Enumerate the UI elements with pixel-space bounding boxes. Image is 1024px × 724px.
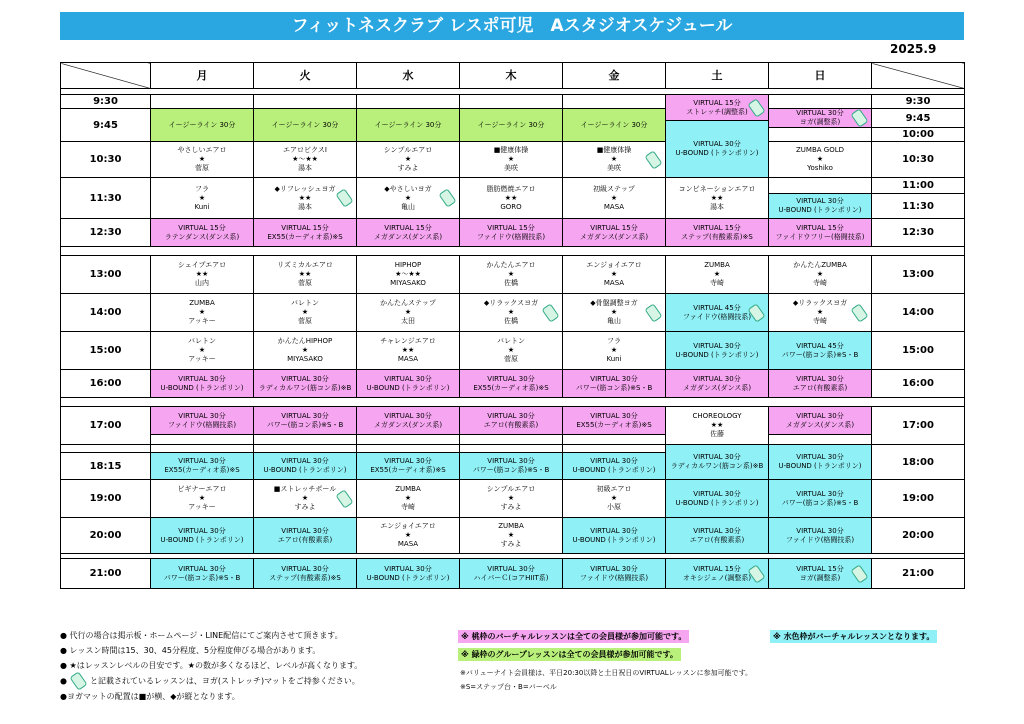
- lesson-cell: チャレンジエアロ ★★ MASA: [357, 332, 460, 370]
- time-label: 13:00: [61, 256, 151, 294]
- lesson-cell: イージーライン 30分: [563, 109, 666, 142]
- lesson-cell: VIRTUAL 30分 ハイパーＣ(コアHIIT系): [460, 559, 563, 589]
- time-label: 14:00: [872, 294, 965, 332]
- time-label: 16:00: [872, 370, 965, 398]
- time-label: 15:00: [61, 332, 151, 370]
- lesson-cell: ■健康体操 ★ 美咲: [563, 142, 666, 178]
- lesson-cell: CHOREOLOGY ★★ 佐藤: [666, 407, 769, 445]
- step-barbell-note: ※S=ステップ台・B=バーベル: [460, 683, 557, 691]
- lesson-cell: VIRTUAL 30分 ラディカルワン(筋コン系)※B: [254, 370, 357, 398]
- lesson-cell: シンプルエアロ ★ すみよ: [357, 142, 460, 178]
- lesson-cell: ZUMBA ★ アッキー: [151, 294, 254, 332]
- lesson-cell: VIRTUAL 30分 パワー(筋コン系)※S・B: [563, 370, 666, 398]
- time-label: 18:00: [872, 445, 965, 480]
- lesson-cell: VIRTUAL 30分 U-BOUND (トランポリン): [357, 370, 460, 398]
- time-label: 11:00: [872, 178, 965, 194]
- pink-note: ※ 桃枠のバーチャルレッスンは全ての会員様が参加可能です。: [458, 630, 689, 643]
- lesson-cell: VIRTUAL 30分 ファイドウ(格闘技系): [151, 407, 254, 435]
- lesson-cell: ◆骨盤調整ヨガ ★ 亀山: [563, 294, 666, 332]
- lesson-cell: エアロビクスI ★～★★ 湯本: [254, 142, 357, 178]
- time-label: 12:30: [872, 219, 965, 247]
- lesson-cell: VIRTUAL 30分 パワー(筋コン系)※S・B: [151, 559, 254, 589]
- cyan-note: ※ 水色枠がバーチャルレッスンとなります。: [770, 630, 937, 643]
- time-label: 11:30: [872, 194, 965, 219]
- lesson-cell: VIRTUAL 30分 U-BOUND (トランポリン): [769, 194, 872, 219]
- lesson-cell: フラ ★ Kuni: [151, 178, 254, 219]
- lesson-cell: リズミカルエアロ ★★ 菅原: [254, 256, 357, 294]
- note-duration: ● レッスン時間は15、30、45分程度、5分程度伸びる場合があります。: [60, 646, 321, 655]
- note-mat-layout: ●ヨガマットの配置は■が横、◆が縦となります。: [60, 692, 240, 701]
- lesson-cell: VIRTUAL 45分 パワー(筋コン系)※S・B: [769, 332, 872, 370]
- time-label: 20:00: [872, 518, 965, 554]
- time-label: 19:00: [872, 480, 965, 518]
- lesson-cell: VIRTUAL 30分 EX55(カーディオ系)※S: [563, 407, 666, 435]
- time-label: 12:30: [61, 219, 151, 247]
- lesson-cell: ZUMBA ★ 寺崎: [666, 256, 769, 294]
- page-title: フィットネスクラブ レスポ可児 Aスタジオスケジュール: [60, 12, 964, 40]
- lesson-cell: 初級エアロ ★ 小原: [563, 480, 666, 518]
- lesson-cell: VIRTUAL 30分 パワー(筋コン系)※S・B: [460, 453, 563, 480]
- lesson-cell: エンジョイエアロ ★ MASA: [357, 518, 460, 554]
- lesson-cell: VIRTUAL 15分 ヨガ(調整系): [769, 559, 872, 589]
- time-label: 21:00: [872, 559, 965, 589]
- note-level: ● ★はレッスンレベルの目安です。★の数が多くなるほど、レベルが高くなります。: [60, 661, 363, 670]
- lesson-cell: VIRTUAL 15分 ファイドウ(格闘技系): [460, 219, 563, 247]
- day-fri: 金: [563, 63, 666, 89]
- lesson-cell: VIRTUAL 30分 U-BOUND (トランポリン): [666, 121, 769, 178]
- lesson-cell: ZUMBA GOLD ★ Yoshiko: [769, 142, 872, 178]
- lesson-cell: VIRTUAL 30分 エアロ(有酸素系): [460, 407, 563, 435]
- lesson-cell: VIRTUAL 30分 U-BOUND (トランポリン): [151, 518, 254, 554]
- day-sat: 土: [666, 63, 769, 89]
- lesson-cell: バレトン ★ 菅原: [460, 332, 563, 370]
- day-sun: 日: [769, 63, 872, 89]
- time-label: 10:30: [61, 142, 151, 178]
- lesson-cell: VIRTUAL 30分 U-BOUND (トランポリン): [563, 453, 666, 480]
- time-label: 11:30: [61, 178, 151, 219]
- lesson-cell: VIRTUAL 30分 パワー(筋コン系)※S・B: [254, 407, 357, 435]
- lesson-cell: かんたんステップ ★ 太田: [357, 294, 460, 332]
- lesson-cell: エンジョイエアロ ★ MASA: [563, 256, 666, 294]
- time-label: 15:00: [872, 332, 965, 370]
- lesson-cell: VIRTUAL 30分 ファイドウ(格闘技系): [769, 518, 872, 554]
- lesson-cell: VIRTUAL 30分 U-BOUND (トランポリン): [563, 518, 666, 554]
- lesson-cell: VIRTUAL 30分 U-BOUND (トランポリン): [151, 370, 254, 398]
- lesson-cell: バレトン ★ 菅原: [254, 294, 357, 332]
- time-label: 19:00: [61, 480, 151, 518]
- corner-cell-right: [872, 63, 965, 89]
- lesson-cell: VIRTUAL 15分 メガダンス(ダンス系): [563, 219, 666, 247]
- lesson-cell: VIRTUAL 30分 パワー(筋コン系)※S・B: [769, 480, 872, 518]
- lesson-cell: フラ ★ Kuni: [563, 332, 666, 370]
- lesson-cell: シンプルエアロ ★ すみよ: [460, 480, 563, 518]
- lesson-cell: バレトン ★ アッキー: [151, 332, 254, 370]
- lesson-cell: イージーライン 30分: [254, 109, 357, 142]
- lesson-cell: VIRTUAL 30分 U-BOUND (トランポリン): [666, 480, 769, 518]
- time-label: 20:00: [61, 518, 151, 554]
- lesson-cell: VIRTUAL 30分 ファイドウ(格闘技系): [563, 559, 666, 589]
- lesson-cell: VIRTUAL 15分 オキシジェノ(調整系): [666, 559, 769, 589]
- time-label: 10:00: [872, 128, 965, 142]
- lesson-cell: VIRTUAL 30分 U-BOUND (トランポリン): [254, 453, 357, 480]
- green-note: ※ 緑枠のグループレッスンは全ての会員様が参加可能です。: [458, 648, 681, 661]
- lesson-cell: VIRTUAL 30分 ステップ(有酸素系)※S: [254, 559, 357, 589]
- time-label: 9:45: [872, 109, 965, 128]
- lesson-cell: ZUMBA ★ 寺崎: [357, 480, 460, 518]
- lesson-cell: コンビネーションエアロ ★★ 湯本: [666, 178, 769, 219]
- lesson-cell: かんたんZUMBA ★ 寺崎: [769, 256, 872, 294]
- notes-list: [60, 628, 460, 704]
- time-label: 17:00: [872, 407, 965, 445]
- lesson-cell: VIRTUAL 30分 メガダンス(ダンス系): [357, 407, 460, 435]
- schedule-table: [60, 62, 965, 589]
- lesson-cell: イージーライン 30分: [151, 109, 254, 142]
- time-label: 9:30: [872, 95, 965, 109]
- lesson-cell: ◆リラックスヨガ ★ 佐橋: [460, 294, 563, 332]
- lesson-cell: VIRTUAL 30分 エアロ(有酸素系): [769, 370, 872, 398]
- lesson-cell: VIRTUAL 15分 メガダンス(ダンス系): [357, 219, 460, 247]
- lesson-cell: VIRTUAL 30分 メガダンス(ダンス系): [666, 370, 769, 398]
- lesson-cell: ◆リフレッシュヨガ ★★ 湯本: [254, 178, 357, 219]
- yoga-mat-icon: [69, 671, 87, 690]
- lesson-cell: イージーライン 30分: [357, 109, 460, 142]
- day-wed: 水: [357, 63, 460, 89]
- time-label: 9:30: [61, 95, 151, 109]
- lesson-cell: VIRTUAL 30分 エアロ(有酸素系): [666, 518, 769, 554]
- lesson-cell: VIRTUAL 30分 EX55(カーディオ系)※S: [151, 453, 254, 480]
- lesson-cell: VIRTUAL 30分 メガダンス(ダンス系): [769, 407, 872, 435]
- lesson-cell: やさしいエアロ ★ 菅原: [151, 142, 254, 178]
- day-thu: 木: [460, 63, 563, 89]
- lesson-cell: ◆やさしいヨガ ★ 亀山: [357, 178, 460, 219]
- time-label: 16:00: [61, 370, 151, 398]
- time-label: 14:00: [61, 294, 151, 332]
- time-label: 21:00: [61, 559, 151, 589]
- time-label: 17:00: [61, 407, 151, 445]
- lesson-cell: かんたんHIPHOP ★ MIYASAKO: [254, 332, 357, 370]
- lesson-cell: 初級ステップ ★ MASA: [563, 178, 666, 219]
- lesson-cell: VIRTUAL 15分 ストレッチ(調整系): [666, 95, 769, 121]
- lesson-cell: VIRTUAL 45分 ファイドウ(格闘技系): [666, 294, 769, 332]
- lesson-cell: VIRTUAL 30分 U-BOUND (トランポリン): [666, 332, 769, 370]
- lesson-cell: HIPHOP ★～★★ MIYASAKO: [357, 256, 460, 294]
- time-label: 13:00: [872, 256, 965, 294]
- lesson-cell: VIRTUAL 15分 ファイドウフリー(格闘技系): [769, 219, 872, 247]
- lesson-cell: ■ストレッチポール ★ すみよ: [254, 480, 357, 518]
- lesson-cell: VIRTUAL 30分 エアロ(有酸素系): [254, 518, 357, 554]
- lesson-cell: VIRTUAL 30分 EX55(カーディオ系)※S: [460, 370, 563, 398]
- time-label: 18:15: [61, 453, 151, 480]
- note-substitute: ● 代行の場合は掲示板・ホームページ・LINE配信にてご案内させて頂きます。: [60, 631, 343, 640]
- day-mon: 月: [151, 63, 254, 89]
- lesson-cell: VIRTUAL 30分 U-BOUND (トランポリン): [769, 445, 872, 480]
- lesson-cell: ビギナーエアロ ★ アッキー: [151, 480, 254, 518]
- lesson-cell: VIRTUAL 15分 EX55(カーディオ系)※S: [254, 219, 357, 247]
- lesson-cell: ■健康体操 ★ 美咲: [460, 142, 563, 178]
- lesson-cell: ZUMBA ★ すみよ: [460, 518, 563, 554]
- lesson-cell: ◆リラックスヨガ ★ 寺崎: [769, 294, 872, 332]
- lesson-cell: VIRTUAL 30分 ヨガ(調整系): [769, 109, 872, 128]
- day-tue: 火: [254, 63, 357, 89]
- lesson-cell: イージーライン 30分: [460, 109, 563, 142]
- note-mat: ● と記載されているレッスンは、ヨガ(ストレッチ)マットをご持参ください。: [60, 673, 460, 689]
- lesson-cell: VIRTUAL 30分 EX55(カーディオ系)※S: [357, 453, 460, 480]
- value-night-note: ※バリューナイト会員様は、平日20:30以降と土日祝日のVIRTUALレッスンに参加可能です。: [460, 669, 753, 677]
- lesson-cell: 脂肪燃焼エアロ ★★ GORO: [460, 178, 563, 219]
- time-label: 10:30: [872, 142, 965, 178]
- lesson-cell: VIRTUAL 30分 ラディカルワン(筋コン系)※B: [666, 445, 769, 480]
- lesson-cell: VIRTUAL 30分 U-BOUND (トランポリン): [357, 559, 460, 589]
- lesson-cell: VIRTUAL 15分 ラテンダンス(ダンス系): [151, 219, 254, 247]
- year-month: 2025.9: [890, 42, 937, 56]
- corner-cell: [61, 63, 151, 89]
- lesson-cell: かんたんエアロ ★ 佐橋: [460, 256, 563, 294]
- time-label: 9:45: [61, 109, 151, 142]
- lesson-cell: VIRTUAL 15分 ステップ(有酸素系)※S: [666, 219, 769, 247]
- lesson-cell: シェイプエアロ ★★ 山内: [151, 256, 254, 294]
